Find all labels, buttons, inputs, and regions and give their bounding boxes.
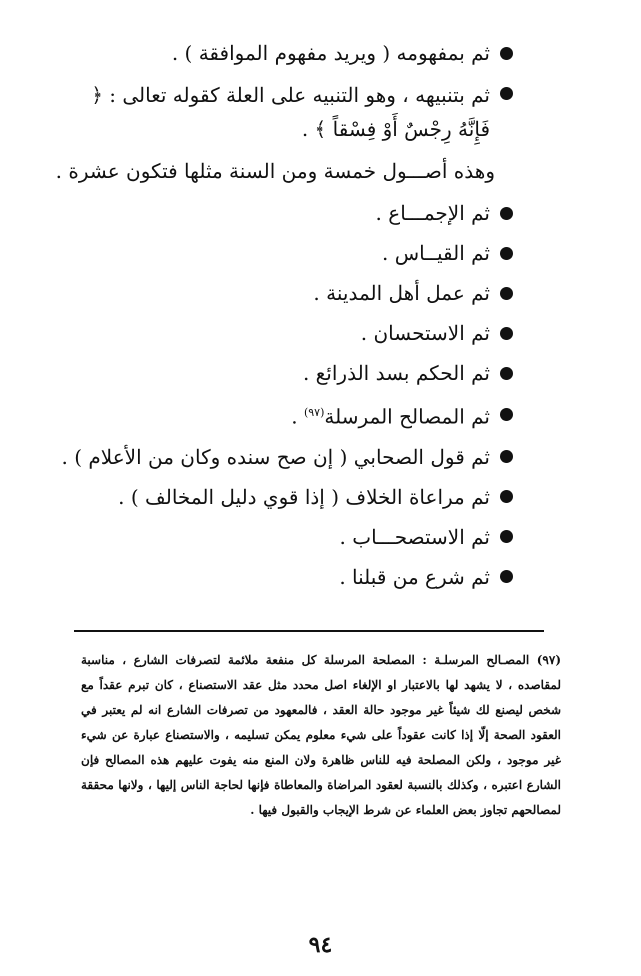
list-item-text: ثم القيــاس . bbox=[382, 241, 490, 265]
page-number: ٩٤ bbox=[308, 932, 333, 958]
list-item bbox=[53, 398, 513, 432]
list-item bbox=[53, 442, 513, 472]
bullet-icon bbox=[500, 287, 513, 300]
bullet-icon bbox=[500, 408, 513, 421]
list-item-text: ثم الإجمـــاع . bbox=[375, 201, 490, 225]
bullet-icon bbox=[500, 207, 513, 220]
bullet-icon bbox=[500, 327, 513, 340]
main-text bbox=[53, 38, 513, 602]
list-item bbox=[53, 38, 513, 68]
list-item-text: ثم بتنبيهه ، وهو التنبيه على العلة كقوله تعالى : ﴿ فَإِنَّهُ رِجْسٌ أَوْ فِسْقاً ﴾ . bbox=[91, 83, 490, 141]
list-item-text: ثم مراعاة الخلاف ( إذا قوي دليل المخالف ) . bbox=[118, 484, 490, 509]
list-item-punct: . bbox=[291, 404, 304, 429]
list-item bbox=[53, 78, 513, 146]
bullet-icon bbox=[500, 490, 513, 503]
bullet-icon bbox=[500, 367, 513, 380]
list-item bbox=[53, 278, 513, 308]
bullet-icon bbox=[500, 450, 513, 463]
footnote-text: (٩٧) المصـالح المرسلـة : المصلحة المرسلة كل منفعة ملائمة لتصرفات الشارع ، مناسبة لمقاصده ، لا يشهد لها بالاعتبار او الإلغاء اصل محدد مثل عقد الاستصناع ، كان تبرم عقداً مع شخص ليصنع لك شيئاً غير موجود حالة العقد ، فالمعهود من تصرفات الشارع انه لم يعتبر في العقود الصحة إلّا إذا كانت عقوداً على شيء معلوم يمكن تسليمه ، والاستصناع عبارة عن شيء غير موجود ، ولكن المصلحة فيه للناس ظاهرة ولان المنع منه يفوت عليهم هذه المصالح فإن الشارع اعتبره ، وكذلك بالنسبة لعقود المراضاة والمعاطاة فإنها لحاجة الناس إليها ، ولانها محققة لمصالحهم تجاوز بعض العلماء عن شرط الإيجاب والقبول فيها . bbox=[81, 653, 561, 817]
list-item-label: ثم المصالح المرسلة bbox=[324, 404, 490, 429]
bullet-icon bbox=[500, 530, 513, 543]
list-item-text: ثم بمفهومه ( ويريد مفهوم الموافقة ) . bbox=[171, 41, 490, 65]
list-item bbox=[53, 198, 513, 228]
footnote-divider bbox=[74, 630, 544, 632]
list-item bbox=[53, 238, 513, 268]
list-item-text: ثم شرع من قبلنا . bbox=[339, 564, 490, 589]
list-item-text: ثم الاستحسان . bbox=[360, 321, 490, 345]
bullet-icon bbox=[500, 47, 513, 60]
list-item-text: ثم عمل أهل المدينة . bbox=[313, 281, 490, 305]
list-item bbox=[53, 358, 513, 388]
list-item-text: ثم الحكم بسد الذرائع . bbox=[302, 361, 490, 385]
list-item bbox=[53, 562, 513, 592]
list-item-text: ثم الاستصحـــاب . bbox=[339, 524, 490, 549]
list-item bbox=[53, 318, 513, 348]
bullet-icon bbox=[500, 570, 513, 583]
list-item bbox=[53, 522, 513, 552]
list-item-text: ثم قول الصحابي ( إن صح سنده وكان من الأعلام ) . bbox=[61, 444, 490, 469]
list-item bbox=[53, 482, 513, 512]
footnote-reference[interactable]: (٩٧) bbox=[303, 406, 325, 419]
paragraph-line: وهذه أصـــول خمسة ومن السنة مثلها فتكون عشرة . bbox=[55, 159, 495, 183]
bullet-icon bbox=[500, 87, 513, 100]
bullet-icon bbox=[500, 247, 513, 260]
list-item-text bbox=[291, 398, 490, 432]
